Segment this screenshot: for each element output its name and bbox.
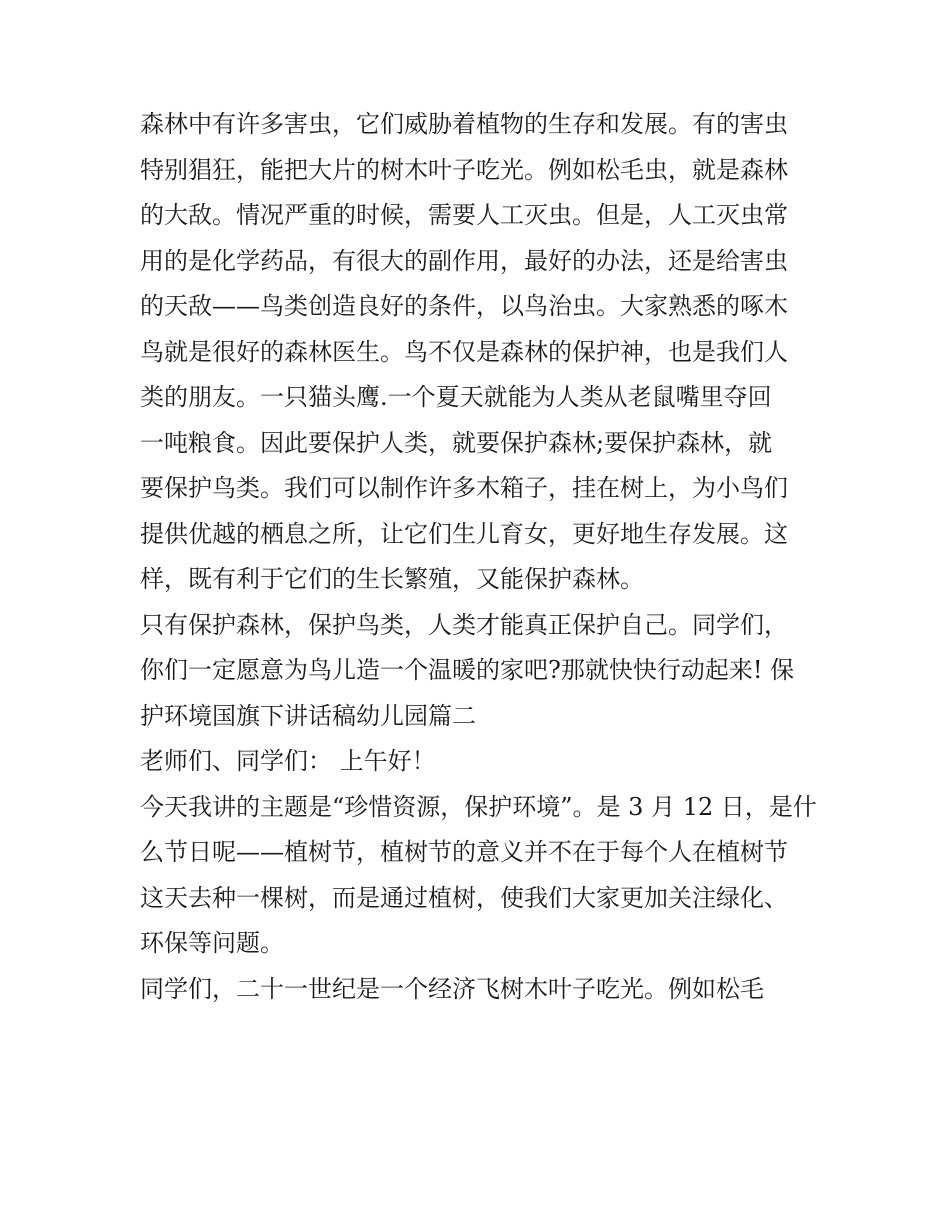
text-line: 的天敌——鸟类创造良好的条件，以鸟治虫。大家熟悉的啄木: [140, 292, 788, 320]
text-line: 要保护鸟类。我们可以制作许多木箱子，挂在树上，为小鸟们: [140, 474, 788, 502]
text-line: 样，既有利于它们的生长繁殖，又能保护森林。: [140, 565, 644, 593]
text-line: 这天去种一棵树，而是通过植树，使我们大家更加关注绿化、: [140, 883, 788, 912]
text-line: 用的是化学药品，有很大的副作用，最好的办法，还是给害虫: [140, 246, 788, 275]
text-line: 鸟就是很好的森林医生。鸟不仅是森林的保护神，也是我们人: [140, 337, 788, 366]
text-line: 环保等问题。: [140, 929, 284, 957]
text-line: 你们一定愿意为鸟儿造一个温暖的家吧?那就快快行动起来! 保: [140, 656, 795, 684]
text-line: 今天我讲的主题是“珍惜资源，保护环境”。是 3 月 12 日，是什: [140, 792, 817, 821]
text-line: 提供优越的栖息之所，让它们生儿育女，更好地生存发展。这: [140, 519, 788, 548]
text-line: 一吨粮食。因此要保护人类，就要保护森林;要保护森林，就: [140, 428, 773, 457]
text-line: 的大敌。情况严重的时候，需要人工灭虫。但是，人工灭虫常: [140, 201, 788, 229]
text-line: 护环境国旗下讲话稿幼儿园篇二: [140, 701, 476, 730]
text-line: 老师们、同学们： 上午好！: [140, 747, 436, 775]
text-line: 么节日呢——植树节，植树节的意义并不在于每个人在植树节: [140, 838, 788, 866]
text-line: 特别猖狂，能把大片的树木叶子吃光。例如松毛虫，就是森林: [140, 155, 788, 184]
document-body: [140, 102, 830, 1012]
text-line: 森林中有许多害虫，它们威胁着植物的生存和发展。有的害虫: [140, 110, 788, 138]
text-line: 类的朋友。一只猫头鹰.一个夏天就能为人类从老鼠嘴里夺回: [140, 383, 772, 411]
text-line: 只有保护森林，保护鸟类，人类才能真正保护自己。同学们，: [140, 610, 788, 639]
text-line: 同学们，二十一世纪是一个经济飞树木叶子吃光。例如松毛: [140, 974, 764, 1003]
